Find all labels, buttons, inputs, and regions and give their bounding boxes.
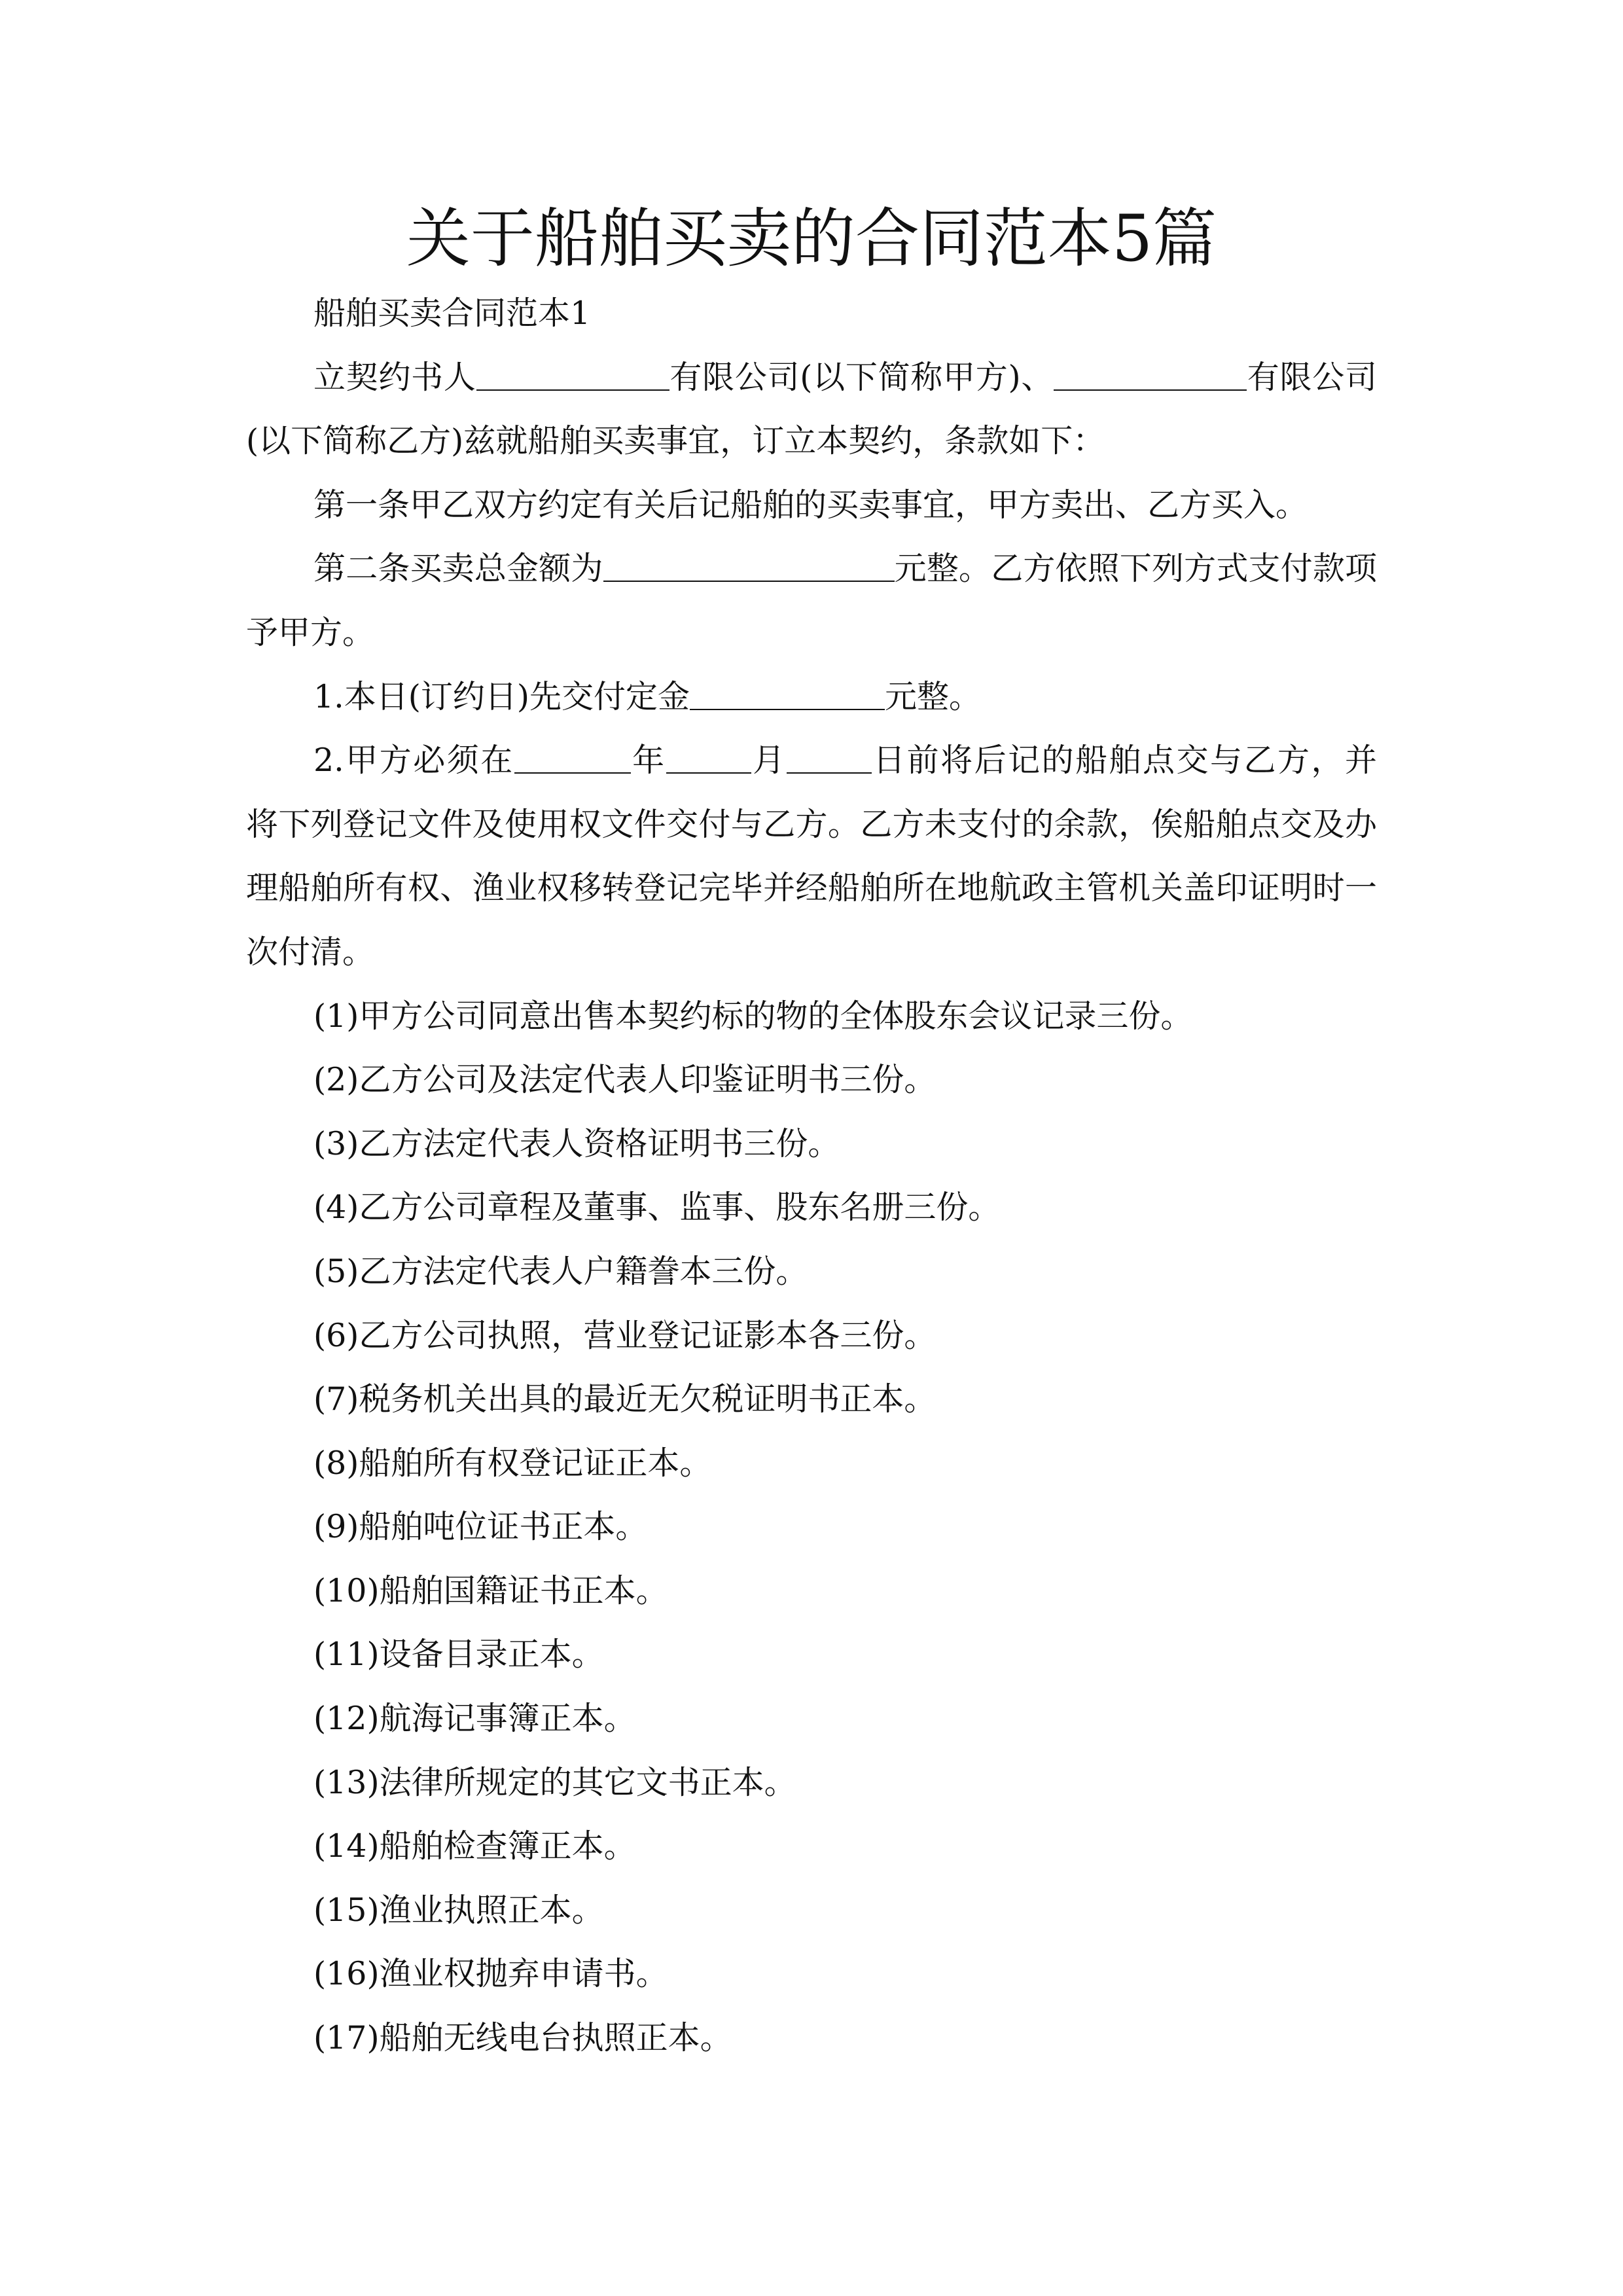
clause-1 (246, 665, 1377, 729)
document-title: 关于船舶买卖的合同范本5篇 (406, 202, 1217, 276)
blank-party-a[interactable] (476, 363, 669, 391)
blank-day[interactable] (787, 746, 872, 774)
list-item: (10)船舶国籍证书正本。 (313, 1571, 668, 1609)
list-item: (11)设备目录正本。 (313, 1636, 604, 1674)
text: 立契约书人 (313, 358, 476, 396)
text: 元整。乙方依照下列方式支付款项 (894, 550, 1377, 588)
blank-month[interactable] (666, 746, 751, 774)
blank-deposit[interactable] (690, 683, 885, 710)
paragraph-line: 予甲方。 (246, 613, 375, 651)
paragraph-line: 理船舶所有权、渔业权移转登记完毕并经船舶所在地航政主管机关盖印证明时一 (246, 869, 1377, 907)
text: 有限公司(以下简称甲方)、 (669, 358, 1054, 396)
list-item: (6)乙方公司执照，营业登记证影本各三份。 (313, 1316, 936, 1354)
text: 有限公司 (1247, 358, 1377, 396)
list-item: (17)船舶无线电台执照正本。 (313, 2019, 732, 2057)
list-item: (12)航海记事簿正本。 (313, 1700, 636, 1738)
text: 2.甲方必须在 (313, 742, 514, 780)
text: 年 (630, 742, 666, 780)
list-item: (9)船舶吨位证书正本。 (313, 1508, 648, 1546)
blank-year[interactable] (514, 746, 631, 774)
clause-2 (246, 728, 1377, 793)
paragraph-line: (以下简称乙方)兹就船舶买卖事宜，订立本契约，条款如下： (246, 422, 1105, 460)
list-item: (1)甲方公司同意出售本契约标的物的全体股东会议记录三份。 (313, 997, 1193, 1035)
text: 月 (751, 742, 787, 780)
text: 1.本日(订约日)先交付定金 (313, 677, 690, 715)
blank-party-b[interactable] (1054, 363, 1247, 391)
document-body (246, 281, 1377, 2070)
list-item: (7)税务机关出具的最近无欠税证明书正本。 (313, 1380, 936, 1418)
article-2 (246, 537, 1377, 601)
section-heading: 船舶买卖合同范本1 (313, 295, 591, 332)
list-item: (2)乙方公司及法定代表人印鉴证明书三份。 (313, 1061, 936, 1099)
blank-total-amount[interactable] (603, 554, 895, 582)
list-item: (5)乙方法定代表人户籍誊本三份。 (313, 1252, 808, 1290)
paragraph-parties (246, 346, 1377, 410)
list-item: (8)船舶所有权登记证正本。 (313, 1444, 712, 1482)
list-item: (16)渔业权抛弃申请书。 (313, 1955, 668, 1993)
paragraph-line: 将下列登记文件及使用权文件交付与乙方。乙方未支付的余款，俟船舶点交及办 (246, 805, 1377, 843)
list-item: (13)法律所规定的其它文书正本。 (313, 1763, 796, 1801)
text: 日前将后记的船舶点交与乙方，并 (871, 742, 1377, 780)
list-item: (15)渔业执照正本。 (313, 1891, 604, 1929)
paragraph-line: 次付清。 (246, 933, 375, 971)
text: 元整。 (885, 677, 982, 715)
list-item: (3)乙方法定代表人资格证明书三份。 (313, 1124, 840, 1162)
text: 第二条买卖总金额为 (313, 550, 603, 588)
list-item: (4)乙方公司章程及董事、监事、股东名册三份。 (313, 1189, 1001, 1227)
article-1: 第一条甲乙双方约定有关后记船舶的买卖事宜，甲方卖出、乙方买入。 (313, 486, 1308, 524)
list-item: (14)船舶检查簿正本。 (313, 1827, 636, 1865)
